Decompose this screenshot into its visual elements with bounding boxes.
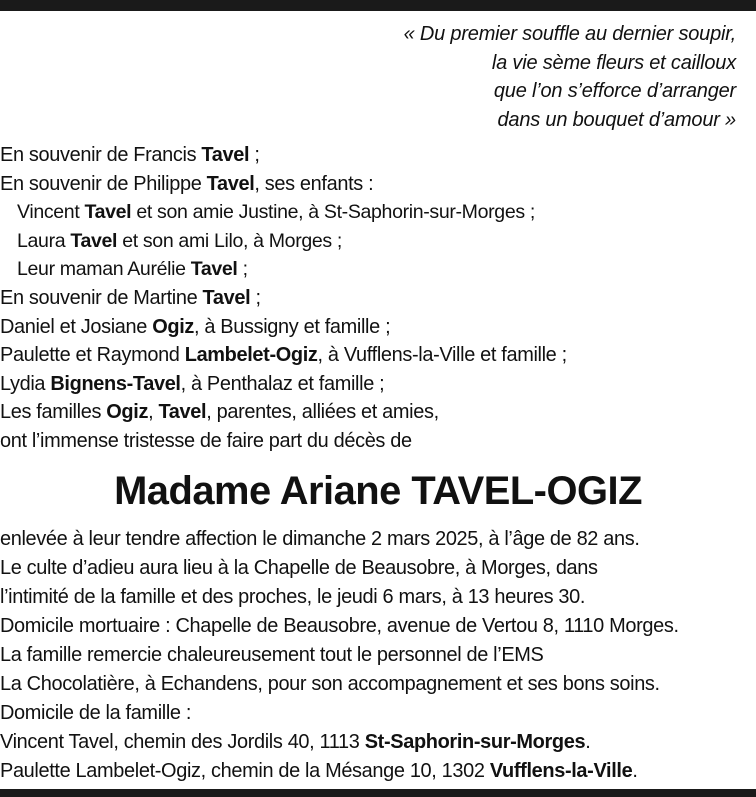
poem-line: la vie sème fleurs et cailloux [491, 51, 736, 74]
deceased-name: Madame Ariane TAVEL-OGIZ [114, 469, 642, 513]
address-line: Paulette Lambelet-Ogiz, chemin de la Mésange 10, 1302 Vufflens-la-Ville. [0, 760, 638, 782]
mourner-line: Daniel et Josiane Ogiz, à Bussigny et famille ; [0, 315, 391, 338]
poem-line: « Du premier souffle au dernier soupir, [403, 23, 736, 45]
mourners-list [0, 141, 756, 456]
mourner-line: En souvenir de Francis Tavel ; [0, 144, 260, 166]
mourner-line: En souvenir de Martine Tavel ; [0, 286, 261, 309]
mourner-line: Leur maman Aurélie Tavel ; [17, 258, 248, 281]
mourner-line: Vincent Tavel et son amie Justine, à St-Saphorin-sur-Morges ; [17, 201, 535, 224]
mourner-line: Laura Tavel et son ami Lilo, à Morges ; [17, 229, 342, 252]
poem-line: dans un bouquet d’amour » [497, 108, 736, 131]
mourner-line: Paulette et Raymond Lambelet-Ogiz, à Vufflens-la-Ville et famille ; [0, 344, 567, 367]
detail-line: enlevée à leur tendre affection le dimanche 2 mars 2025, à l’âge de 82 ans. [0, 528, 640, 550]
detail-line: Le culte d’adieu aura lieu à la Chapelle de Beausobre, à Morges, dans [0, 557, 598, 579]
epigraph-poem [176, 20, 736, 134]
announcement-line: ont l’immense tristesse de faire part du décès de [0, 429, 412, 452]
details-block [0, 525, 756, 786]
detail-line: Domicile mortuaire : Chapelle de Beausobre, avenue de Vertou 8, 1110 Morges. [0, 615, 679, 637]
mourner-line: Lydia Bignens-Tavel, à Penthalaz et famille ; [0, 372, 385, 395]
poem-line: que l’on s’efforce d’arranger [493, 80, 736, 102]
bottom-border-rule [0, 789, 756, 797]
top-border-rule [0, 0, 756, 11]
detail-line: l’intimité de la famille et des proches, le jeudi 6 mars, à 13 heures 30. [0, 586, 586, 608]
detail-line: Domicile de la famille : [0, 702, 192, 724]
mourner-line: Les familles Ogiz, Tavel, parentes, alliées et amies, [0, 401, 439, 424]
detail-line: La Chocolatière, à Echandens, pour son accompagnement et ses bons soins. [0, 673, 660, 695]
detail-line: La famille remercie chaleureusement tout le personnel de l’EMS [0, 644, 544, 666]
address-line: Vincent Tavel, chemin des Jordils 40, 1113 St-Saphorin-sur-Morges. [0, 731, 591, 753]
mourner-line: En souvenir de Philippe Tavel, ses enfants : [0, 172, 374, 195]
